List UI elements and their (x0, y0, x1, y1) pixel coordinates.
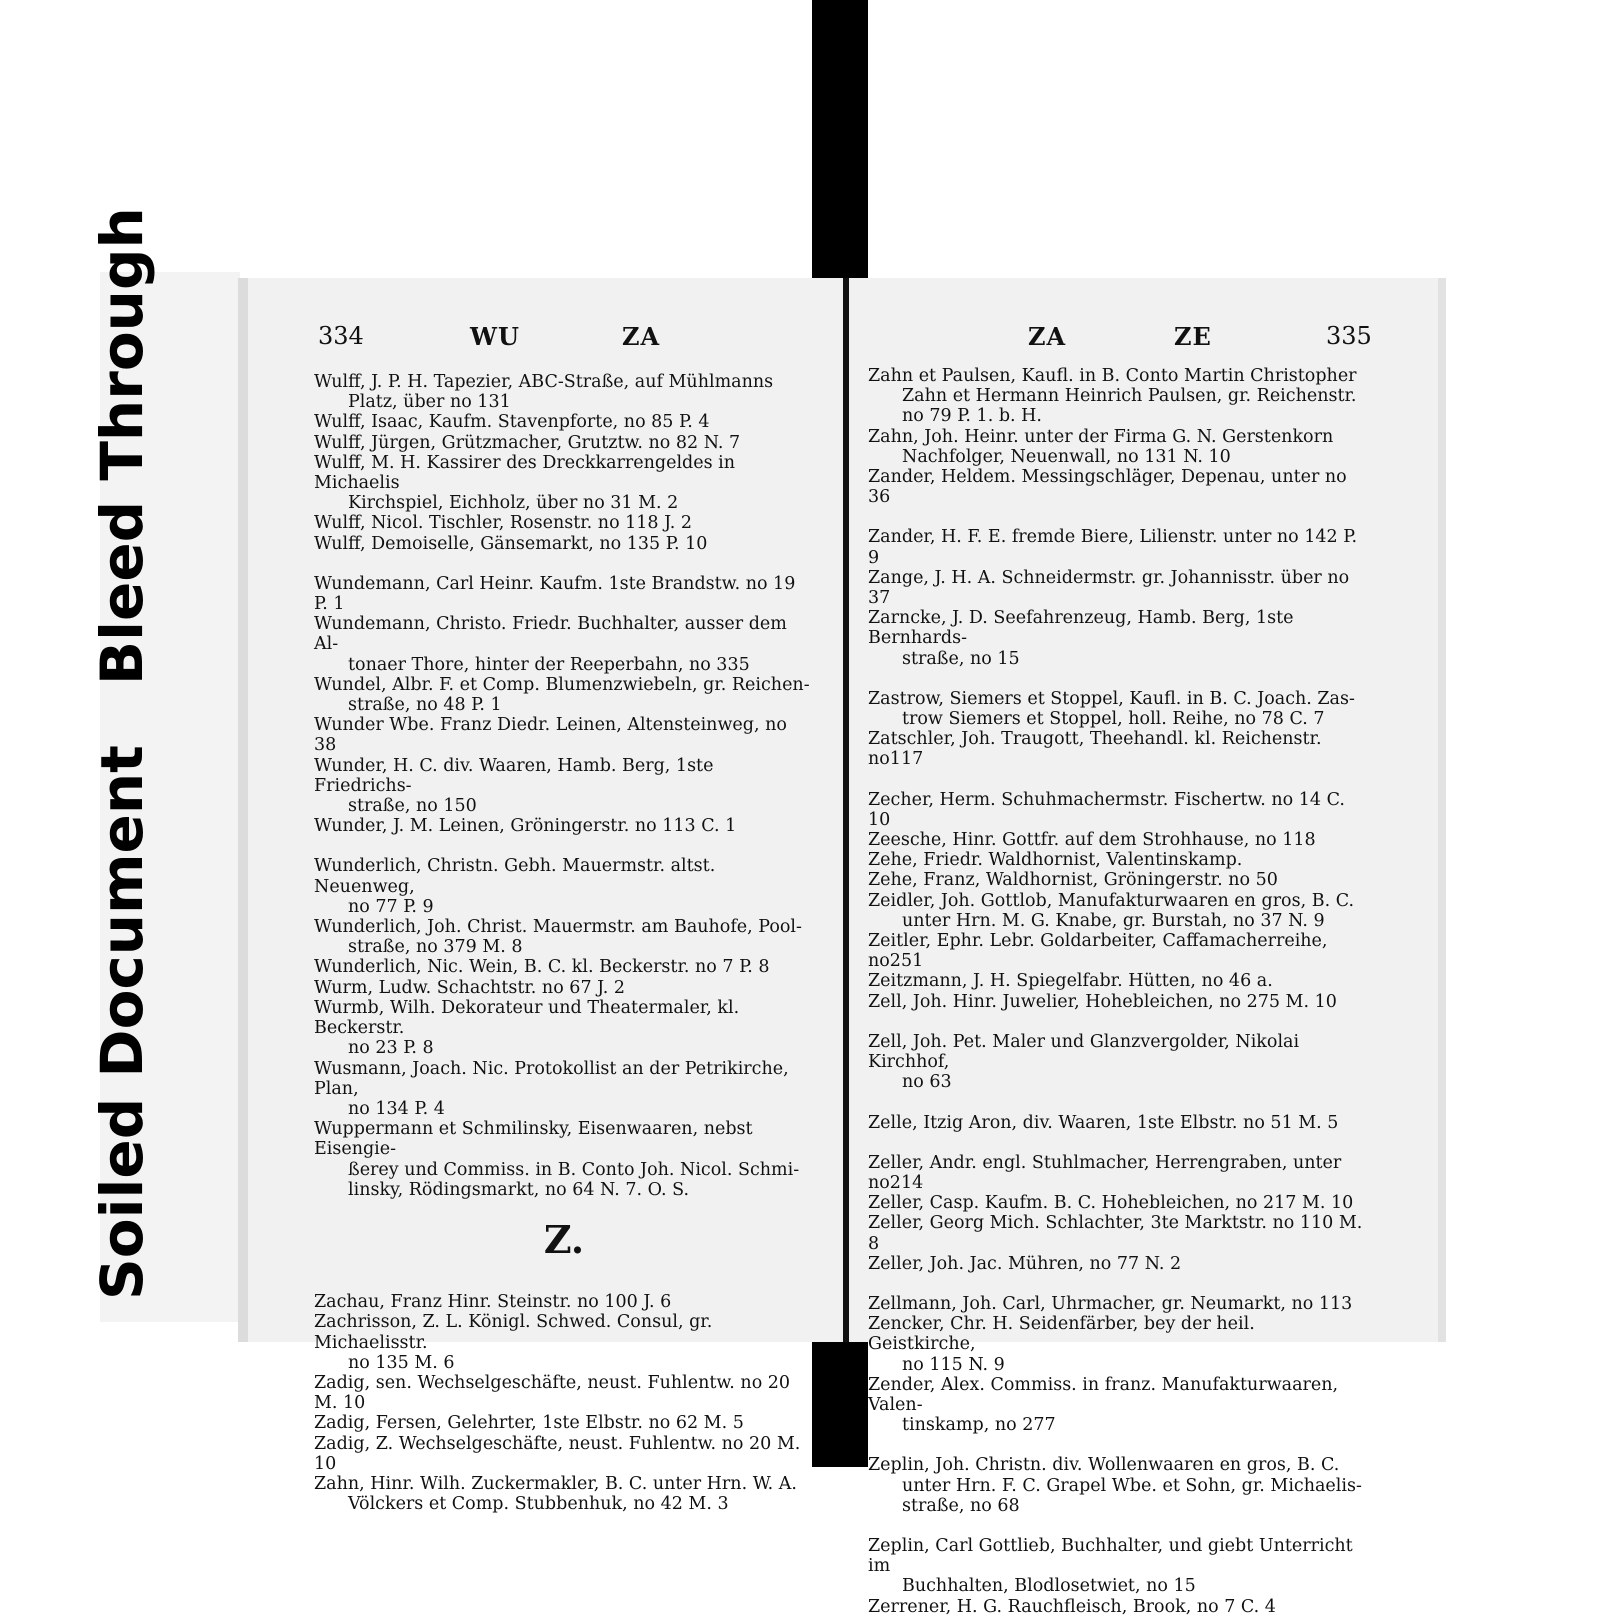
entry-line: Wulff, Isaac, Kaufm. Stavenpforte, no 85 P. 4 (314, 412, 710, 433)
entry-line: ßerey und Commiss. in B. Conto Joh. Nicol. Schmi- (348, 1159, 800, 1180)
entry-line: Zerrener, H. G. Rauchfleisch, Brook, no 7 C. 4 (868, 1596, 1276, 1617)
entry-line: tonaer Thore, hinter der Reeperbahn, no 335 (348, 654, 750, 675)
entry-line: Wulff, Nicol. Tischler, Rosenstr. no 118 J. 2 (314, 513, 693, 534)
section-letter-heading: Z. (543, 1216, 585, 1262)
directory-entry (868, 729, 1366, 769)
directory-entry (868, 1032, 1366, 1093)
directory-entry (868, 527, 1366, 567)
entry-line: Zahn, Joh. Heinr. unter der Firma G. N. Gerstenkorn (868, 426, 1334, 447)
entry-line: no 115 N. 9 (902, 1354, 1005, 1375)
entry-line: Zadig, Fersen, Gelehrter, 1ste Elbstr. no 62 M. 5 (314, 1413, 744, 1434)
directory-entry (868, 1153, 1366, 1193)
directory-entry (314, 1059, 814, 1120)
left-header-right: ZA (622, 322, 661, 351)
entry-line: Zeitzmann, J. H. Spiegelfabr. Hütten, no 46 a. (868, 971, 1273, 992)
binding-clip-top (812, 0, 868, 278)
entry-line: no 77 P. 9 (348, 896, 434, 917)
directory-entry (314, 856, 814, 917)
directory-entry (314, 1373, 814, 1413)
entry-line: straße, no 48 P. 1 (348, 695, 502, 716)
entry-line: Zeplin, Joh. Christn. div. Wollenwaaren en gros, B. C. (868, 1455, 1340, 1476)
directory-entry (868, 790, 1366, 830)
directory-entry (868, 992, 1366, 1012)
entry-line: Zange, J. H. A. Schneidermstr. gr. Johannisstr. über no 37 (868, 567, 1350, 609)
directory-entry (868, 830, 1366, 850)
directory-entry (314, 574, 814, 614)
directory-entry (314, 433, 814, 453)
entry-line: Zeller, Casp. Kaufm. B. C. Hohebleichen, no 217 M. 10 (868, 1193, 1354, 1214)
directory-entry (868, 850, 1366, 870)
entry-line: Wunderlich, Joh. Christ. Mauermstr. am Bauhofe, Pool- (314, 917, 802, 938)
directory-entry (868, 1597, 1366, 1617)
entry-line: Zell, Joh. Hinr. Juwelier, Hohebleichen, no 275 M. 10 (868, 991, 1337, 1012)
entry-line: Völckers et Comp. Stubbenhuk, no 42 M. 3 (348, 1494, 729, 1515)
entry-line: Kirchspiel, Eichholz, über no 31 M. 2 (348, 493, 679, 514)
entry-line: Zell, Joh. Pet. Maler und Glanzvergolder, Nikolai Kirchhof, (868, 1031, 1300, 1073)
entry-line: Zadig, Z. Wechselgeschäfte, neust. Fuhlentw. no 20 M. 10 (314, 1433, 801, 1474)
entry-line: Zencker, Chr. H. Seidenfärber, bey der heil. Geistkirche, (868, 1314, 1255, 1355)
entry-line: no 23 P. 8 (348, 1038, 434, 1059)
left-header-left: WU (470, 322, 520, 351)
directory-entry (868, 366, 1366, 427)
directory-entry (314, 412, 814, 432)
entry-line: Wunder Wbe. Franz Diedr. Leinen, Altensteinweg, no 38 (314, 715, 787, 756)
right-header-left: ZA (1028, 322, 1067, 351)
directory-entry (314, 816, 814, 836)
entry-line: Wunder, J. M. Leinen, Gröningerstr. no 113 C. 1 (314, 816, 737, 837)
directory-entry (868, 1193, 1366, 1213)
directory-entry (868, 1254, 1366, 1274)
directory-entry (868, 1294, 1366, 1314)
entry-line: Zarncke, J. D. Seefahrenzeug, Hamb. Berg, 1ste Bernhards- (868, 608, 1294, 649)
directory-entry (314, 453, 814, 514)
entry-line: no 134 P. 4 (348, 1098, 445, 1119)
entry-line: Zeller, Andr. engl. Stuhlmacher, Herrengraben, unter no214 (868, 1152, 1342, 1193)
entry-line: Zander, Heldem. Messingschläger, Depenau, unter no 36 (868, 467, 1347, 508)
entry-line: tinskamp, no 277 (902, 1415, 1056, 1436)
entry-line: Buchhalten, Blodlosetwiet, no 15 (902, 1576, 1196, 1597)
book-spine (843, 278, 849, 1342)
directory-entry (314, 372, 814, 412)
directory-entry (314, 957, 814, 977)
directory-entry (314, 756, 814, 817)
directory-entry (314, 1312, 814, 1373)
entry-line: Zelle, Itzig Aron, div. Waaren, 1ste Elbstr. no 51 M. 5 (868, 1112, 1339, 1133)
entry-line: Wunder, H. C. div. Waaren, Hamb. Berg, 1ste Friedrichs- (314, 755, 714, 796)
right-header-right: ZE (1174, 322, 1212, 351)
directory-entry (868, 1455, 1366, 1516)
entry-line: Wulff, J. P. H. Tapezier, ABC-Straße, auf Mühlmanns (314, 372, 774, 392)
directory-entry (868, 608, 1366, 669)
entry-line: Wulff, Demoiselle, Gänsemarkt, no 135 P. 10 (314, 533, 708, 554)
entry-line: Zachau, Franz Hinr. Steinstr. no 100 J. 6 (314, 1292, 672, 1313)
right-page-number: 335 (1326, 322, 1372, 350)
entry-line: Zeidler, Joh. Gottlob, Manufakturwaaren en gros, B. C. (868, 890, 1355, 911)
entry-line: Wusmann, Joach. Nic. Protokollist an der Petrikirche, Plan, (314, 1058, 789, 1099)
left-page-number: 334 (318, 322, 364, 350)
directory-entry (868, 689, 1366, 729)
entry-line: straße, no 68 (902, 1495, 1020, 1516)
left-page-entries (314, 372, 814, 1514)
directory-entry (868, 931, 1366, 971)
directory-entry (314, 534, 814, 554)
entry-line: no 63 (902, 1072, 952, 1093)
entry-line: unter Hrn. M. G. Knabe, gr. Burstah, no 37 N. 9 (902, 910, 1325, 931)
entry-line: Wunderlich, Nic. Wein, B. C. kl. Beckerstr. no 7 P. 8 (314, 957, 770, 978)
entry-line: no 135 M. 6 (348, 1352, 455, 1373)
entry-line: Zeesche, Hinr. Gottfr. auf dem Strohhause, no 118 (868, 830, 1316, 851)
entry-line: straße, no 150 (348, 796, 477, 817)
directory-entry (314, 1434, 814, 1474)
entry-line: Wundel, Albr. F. et Comp. Blumenzwiebeln, gr. Reichen- (314, 674, 810, 695)
entry-line: Zahn et Paulsen, Kaufl. in B. Conto Martin Christopher (868, 366, 1357, 386)
entry-line: Zander, H. F. E. fremde Biere, Lilienstr. unter no 142 P. 9 (868, 527, 1358, 568)
directory-entry (868, 870, 1366, 890)
entry-line: Zehe, Franz, Waldhornist, Gröningerstr. no 50 (868, 870, 1278, 891)
directory-entry (868, 1375, 1366, 1436)
directory-entry (314, 614, 814, 675)
directory-entry (868, 891, 1366, 931)
entry-line: Zehe, Friedr. Waldhornist, Valentinskamp. (868, 850, 1243, 871)
directory-entry (314, 1474, 814, 1514)
directory-entry (314, 998, 814, 1059)
entry-line: Zeplin, Carl Gottlieb, Buchhalter, und giebt Unterricht im (868, 1535, 1353, 1577)
entry-line: Zahn, Hinr. Wilh. Zuckermakler, B. C. unter Hrn. W. A. (314, 1473, 797, 1494)
entry-line: Zadig, sen. Wechselgeschäfte, neust. Fuhlentw. no 20 M. 10 (314, 1372, 791, 1414)
directory-entry (314, 1413, 814, 1433)
right-page-entries (868, 366, 1366, 1617)
entry-line: Zeitler, Ephr. Lebr. Goldarbeiter, Caffamacherreihe, no251 (868, 931, 1328, 972)
entry-line: straße, no 379 M. 8 (348, 937, 523, 958)
directory-entry (314, 675, 814, 715)
directory-entry (868, 1113, 1366, 1133)
entry-line: Wunderlich, Christn. Gebh. Mauermstr. altst. Neuenweg, (314, 856, 716, 897)
directory-entry (868, 971, 1366, 991)
entry-line: Wurmb, Wilh. Dekorateur und Theatermaler, kl. Beckerstr. (314, 997, 740, 1039)
entry-line: Zecher, Herm. Schuhmachermstr. Fischertw. no 14 C. 10 (868, 789, 1345, 830)
entry-line: Wundemann, Carl Heinr. Kaufm. 1ste Brandstw. no 19 P. 1 (314, 573, 796, 615)
entry-line: linsky, Rödingsmarkt, no 64 N. 7. O. S. (348, 1179, 690, 1200)
directory-entry (314, 978, 814, 998)
entry-line: Zachrisson, Z. L. Königl. Schwed. Consul, gr. Michaelisstr. (314, 1312, 713, 1353)
entry-line: Zeller, Joh. Jac. Mühren, no 77 N. 2 (868, 1253, 1182, 1274)
entry-line: Nachfolger, Neuenwall, no 131 N. 10 (902, 446, 1231, 467)
entry-line: Wulff, M. H. Kassirer des Dreckkarrengeldes in Michaelis (314, 452, 736, 494)
entry-line: Wundemann, Christo. Friedr. Buchhalter, ausser dem Al- (314, 614, 787, 655)
binding-clip-bottom (812, 1342, 868, 1467)
entry-line: straße, no 15 (902, 648, 1020, 669)
directory-entry (314, 715, 814, 755)
entry-line: Platz, über no 131 (348, 392, 511, 413)
directory-entry (314, 1119, 814, 1200)
entry-line: Wurm, Ludw. Schachtstr. no 67 J. 2 (314, 977, 626, 998)
entry-line: Zatschler, Joh. Traugott, Theehandl. kl. Reichenstr. no117 (868, 729, 1322, 770)
overlay-label-bleed: Bleed Through (88, 207, 156, 686)
directory-entry (868, 467, 1366, 507)
directory-entry (868, 568, 1366, 608)
directory-entry (314, 917, 814, 957)
overlay-label (88, 207, 156, 1300)
entry-line: unter Hrn. F. C. Grapel Wbe. et Sohn, gr. Michaelis- (902, 1475, 1362, 1496)
entry-line: Zahn et Hermann Heinrich Paulsen, gr. Reichenstr. (902, 386, 1357, 407)
entry-line: Zastrow, Siemers et Stoppel, Kaufl. in B. C. Joach. Zas- (868, 688, 1355, 709)
entry-line: Wuppermann et Schmilinsky, Eisenwaaren, nebst Eisengie- (314, 1119, 753, 1160)
directory-entry (868, 1536, 1366, 1597)
entry-line: trow Siemers et Stoppel, holl. Reihe, no 78 C. 7 (902, 709, 1325, 730)
directory-entry (868, 1314, 1366, 1375)
entry-line: no 79 P. 1. b. H. (902, 406, 1042, 427)
overlay-label-soiled: Soiled Document (88, 745, 156, 1300)
entry-line: Wulff, Jürgen, Grützmacher, Grutztw. no 82 N. 7 (314, 432, 741, 453)
directory-entry (868, 427, 1366, 467)
entry-line: Zellmann, Joh. Carl, Uhrmacher, gr. Neumarkt, no 113 (868, 1293, 1353, 1314)
entry-line: Zender, Alex. Commiss. in franz. Manufakturwaaren, Valen- (868, 1374, 1339, 1415)
directory-entry (314, 513, 814, 533)
directory-entry (868, 1213, 1366, 1253)
directory-entry (314, 1292, 814, 1312)
entry-line: Zeller, Georg Mich. Schlachter, 3te Marktstr. no 110 M. 8 (868, 1213, 1363, 1254)
